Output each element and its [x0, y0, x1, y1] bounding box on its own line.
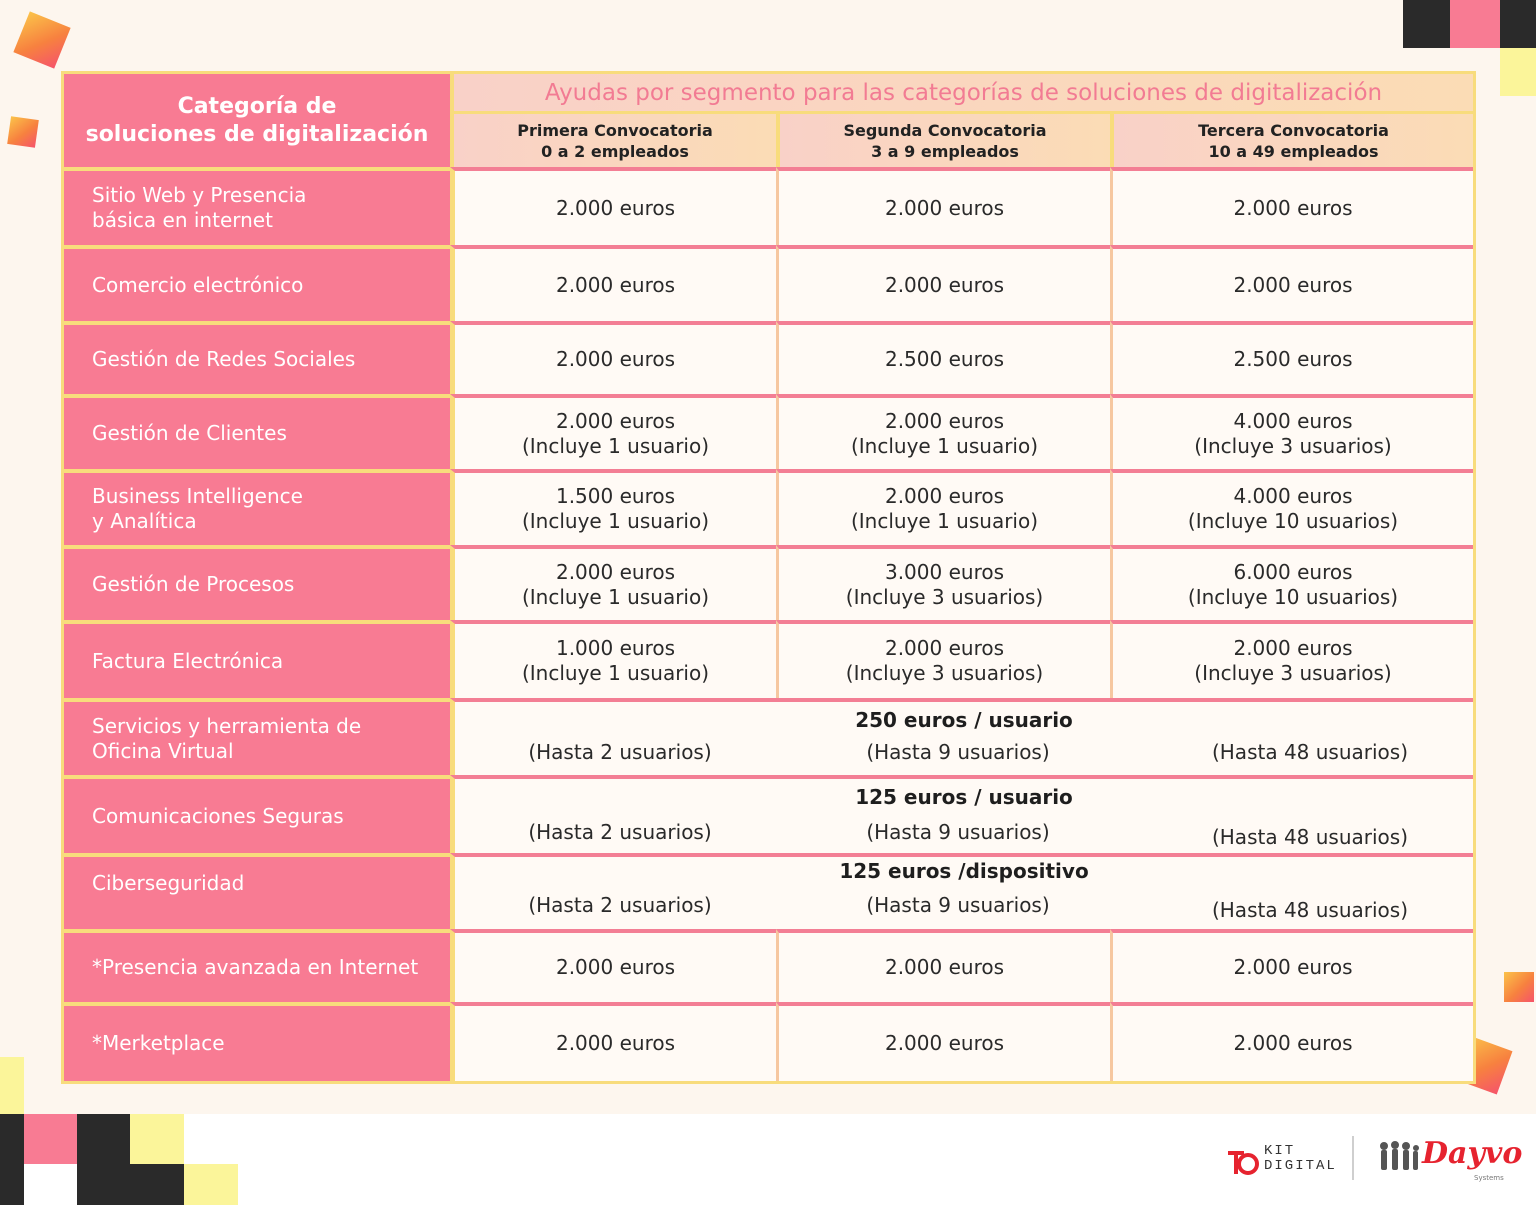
amount-text: 2.000 euros	[1233, 636, 1353, 660]
amount-text: 2.000 euros	[884, 408, 1005, 433]
included-users-text: (Incluye 1 usuario)	[521, 661, 710, 685]
amount-text: 6.000 euros	[1233, 559, 1353, 584]
value-cell	[776, 469, 1110, 545]
user-limit-text: (Hasta 2 usuarios)	[528, 893, 712, 917]
decor-square-right	[1504, 972, 1534, 1002]
included-users-text: (Incluye 10 usuarios)	[1187, 584, 1399, 609]
row-label-line: Comercio electrónico	[92, 272, 304, 297]
column-header-name: Primera Convocatoria	[517, 120, 713, 140]
footer-divider	[1352, 1136, 1354, 1180]
amount-text: 2.000 euros	[884, 955, 1005, 979]
row-label-line: *Presencia avanzada en Internet	[92, 955, 419, 979]
user-limit-text: (Hasta 9 usuarios)	[866, 820, 1050, 844]
amount-text: 2.000 euros	[555, 955, 676, 979]
value-cell	[776, 1002, 1110, 1081]
column-header	[450, 111, 776, 167]
amount-text: 2.000 euros	[555, 559, 676, 584]
decor-block-bottom-left-1	[0, 1057, 24, 1114]
included-users-text: (Incluye 10 usuarios)	[1187, 509, 1399, 533]
included-users-text: (Incluye 1 usuario)	[521, 509, 710, 533]
column-header-range: 0 a 2 empleados	[541, 141, 689, 161]
amount-text: 3.000 euros	[884, 559, 1005, 584]
decor-block-top-right-4	[1500, 48, 1536, 96]
value-cell	[776, 245, 1110, 321]
user-limit-text: (Hasta 2 usuarios)	[528, 820, 712, 844]
amount-text: 1.500 euros	[555, 484, 676, 508]
amount-text: 4.000 euros	[1233, 484, 1353, 508]
footer	[0, 1114, 1536, 1205]
included-users-text: (Incluye 3 usuarios)	[1194, 433, 1392, 458]
amount-text: 2.000 euros	[884, 636, 1005, 660]
row-label	[64, 853, 450, 929]
shared-price-text: 125 euros /dispositivo	[839, 859, 1089, 883]
kit-digital-icon	[1226, 1148, 1260, 1178]
value-cell	[776, 394, 1110, 469]
value-cell	[450, 545, 776, 620]
value-cell	[776, 545, 1110, 620]
row-label-line: Oficina Virtual	[92, 738, 234, 763]
value-cell	[450, 394, 776, 469]
decor-block-top-right-1	[1403, 0, 1450, 48]
category-header-line: Categoría de	[177, 93, 337, 119]
value-cell	[450, 1002, 776, 1081]
row-label	[64, 394, 450, 469]
value-cell	[450, 321, 776, 394]
decor-square-top-left	[13, 11, 70, 68]
amount-text: 2.000 euros	[1233, 955, 1353, 979]
row-label	[64, 167, 450, 245]
amount-text: 1.000 euros	[555, 636, 676, 660]
value-cell	[776, 321, 1110, 394]
user-limit-text: (Hasta 48 usuarios)	[1211, 740, 1409, 764]
included-users-text: (Incluye 1 usuario)	[521, 433, 710, 458]
value-cell	[776, 167, 1110, 245]
column-header-range: 3 a 9 empleados	[871, 141, 1019, 161]
shared-price-row	[450, 698, 1473, 775]
amount-text: 4.000 euros	[1233, 408, 1353, 433]
value-cell	[450, 620, 776, 698]
row-label-line: Gestión de Redes Sociales	[92, 347, 356, 371]
user-limit-text: (Hasta 9 usuarios)	[866, 893, 1050, 917]
column-header-name: Segunda Convocatoria	[843, 120, 1047, 140]
amount-text: 2.000 euros	[555, 1031, 676, 1055]
shared-price-row	[450, 853, 1473, 929]
row-label	[64, 321, 450, 394]
user-limit-text: (Hasta 48 usuarios)	[1211, 825, 1409, 849]
digital-text: DIGITAL	[1264, 1158, 1337, 1174]
value-cell	[1110, 245, 1473, 321]
value-cell	[450, 469, 776, 545]
kit-digital-logo	[1226, 1144, 1336, 1180]
row-label-line: básica en internet	[92, 208, 273, 232]
included-users-text: (Incluye 3 usuarios)	[845, 584, 1044, 609]
row-label-line: Comunicaciones Seguras	[92, 803, 344, 828]
user-limit-text: (Hasta 2 usuarios)	[528, 740, 712, 764]
row-label-line: y Analítica	[92, 509, 197, 533]
row-label-line: Sitio Web y Presencia	[92, 183, 307, 207]
row-label-line: *Merketplace	[92, 1031, 225, 1055]
amount-text: 2.000 euros	[1233, 272, 1353, 297]
row-label-line: Servicios y herramienta de	[92, 713, 362, 738]
category-header	[64, 74, 450, 167]
decor-block-top-right-2	[1450, 0, 1500, 48]
included-users-text: (Incluye 1 usuario)	[850, 433, 1039, 458]
amount-text: 2.000 euros	[884, 272, 1005, 297]
value-cell	[1110, 321, 1473, 394]
amount-text: 2.000 euros	[555, 195, 676, 220]
amount-text: 2.500 euros	[1233, 347, 1353, 371]
value-cell	[450, 245, 776, 321]
row-label-line: Factura Electrónica	[92, 648, 284, 673]
dayvo-logo	[1378, 1136, 1523, 1186]
row-label	[64, 620, 450, 698]
segment-title	[450, 74, 1473, 111]
decor-block-bottom-left-6	[130, 1164, 184, 1205]
amount-text: 2.500 euros	[884, 347, 1005, 371]
row-label	[64, 245, 450, 321]
decor-block-bottom-left-5	[130, 1114, 184, 1164]
shared-price-text: 125 euros / usuario	[855, 785, 1073, 809]
amount-text: 2.000 euros	[555, 347, 676, 371]
user-limit-text: (Hasta 9 usuarios)	[866, 740, 1050, 764]
row-label-line: Ciberseguridad	[92, 871, 245, 895]
shared-price-row	[450, 775, 1473, 853]
category-header-line: soluciones de digitalización	[85, 121, 429, 147]
value-cell	[1110, 620, 1473, 698]
row-label-line: Business Intelligence	[92, 484, 303, 508]
dayvo-sub: Systems	[1474, 1174, 1504, 1182]
row-label	[64, 545, 450, 620]
row-label-line: Gestión de Procesos	[92, 572, 295, 596]
aid-table	[61, 71, 1476, 1084]
value-cell	[1110, 394, 1473, 469]
value-cell	[1110, 929, 1473, 1002]
people-icon	[1378, 1140, 1420, 1174]
column-header	[776, 111, 1110, 167]
decor-block-bottom-left-3	[24, 1114, 77, 1164]
row-label	[64, 698, 450, 775]
value-cell	[1110, 167, 1473, 245]
included-users-text: (Incluye 3 usuarios)	[1194, 661, 1392, 685]
row-label	[64, 929, 450, 1002]
decor-block-bottom-left-4	[77, 1114, 130, 1205]
decor-block-bottom-left-7	[184, 1164, 238, 1205]
dayvo-brand: Dayvo	[1422, 1136, 1523, 1171]
row-label-line: Gestión de Clientes	[92, 421, 287, 445]
amount-text: 2.000 euros	[884, 484, 1005, 508]
decor-block-bottom-left-2	[0, 1114, 24, 1205]
decor-block-top-right-3	[1500, 0, 1536, 48]
included-users-text: (Incluye 3 usuarios)	[845, 661, 1044, 685]
amount-text: 2.000 euros	[884, 195, 1005, 220]
amount-text: 2.000 euros	[555, 408, 676, 433]
decor-square-small-left	[7, 116, 39, 148]
amount-text: 2.000 euros	[1233, 195, 1353, 220]
segment-title-text: Ayudas por segmento para las categorías de soluciones de digitalización	[544, 79, 1383, 106]
column-header	[1110, 111, 1473, 167]
value-cell	[1110, 545, 1473, 620]
amount-text: 2.000 euros	[1233, 1031, 1353, 1055]
value-cell	[1110, 469, 1473, 545]
value-cell	[776, 620, 1110, 698]
row-label	[64, 469, 450, 545]
amount-text: 2.000 euros	[555, 272, 676, 297]
included-users-text: (Incluye 1 usuario)	[850, 509, 1039, 533]
amount-text: 2.000 euros	[884, 1031, 1005, 1055]
row-label	[64, 775, 450, 853]
row-label	[64, 1002, 450, 1081]
value-cell	[450, 929, 776, 1002]
user-limit-text: (Hasta 48 usuarios)	[1211, 898, 1409, 922]
value-cell	[450, 167, 776, 245]
column-header-name: Tercera Convocatoria	[1198, 120, 1389, 140]
included-users-text: (Incluye 1 usuario)	[521, 584, 710, 609]
column-header-range: 10 a 49 empleados	[1208, 141, 1379, 161]
shared-price-text: 250 euros / usuario	[855, 708, 1073, 732]
value-cell	[776, 929, 1110, 1002]
value-cell	[1110, 1002, 1473, 1081]
kit-text: KIT	[1264, 1143, 1296, 1159]
